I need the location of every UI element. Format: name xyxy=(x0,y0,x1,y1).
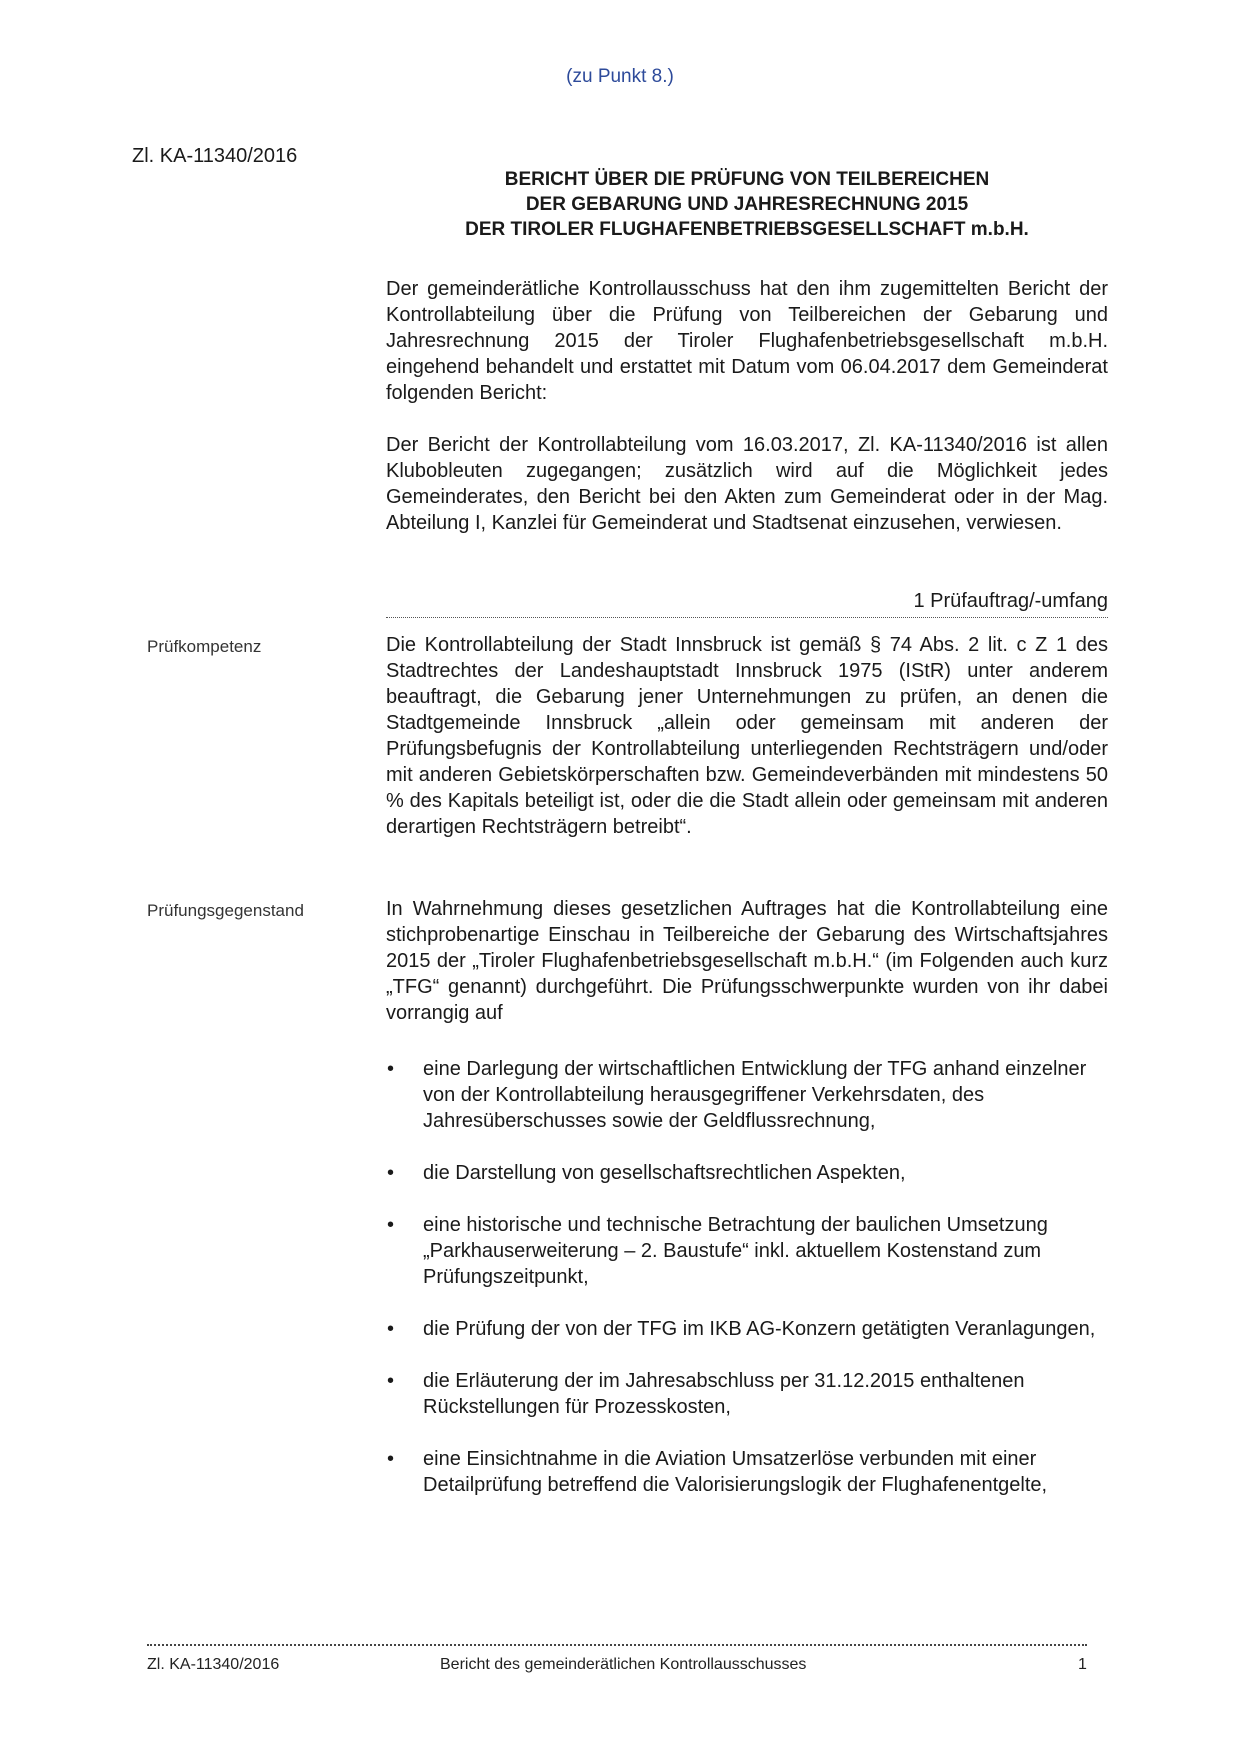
list-item: • eine Einsichtnahme in die Aviation Umsatzerlöse verbunden mit einer Detailprüfung betreffend die Valorisierungslogik der Flughafenentgelte, xyxy=(386,1446,1108,1498)
document-title xyxy=(386,167,1108,242)
intro-paragraph: Der gemeinderätliche Kontrollausschuss hat den ihm zugemittelten Bericht der Kontrollabteilung über die Prüfung von Teilbereichen der Gebarung und Jahresrechnung 2015 der Tiroler Flughafenbetriebsgesellschaft m.b.H. eingehend behandelt und erstattet mit Datum vom 06.04.2017 dem Gemeinderat folgenden Bericht: xyxy=(386,278,1108,404)
subject-paragraph: In Wahrnehmung dieses gesetzlichen Auftrages hat die Kontrollabteilung eine stichprobenartige Einschau in Teilbereiche der Gebarung des Wirtschaftsjahres 2015 der „Tiroler Flughafenbetriebsgesellschaft m.b.H.“ (im Folgenden auch kurz „TFG“ genannt) durchgeführt. Die Prüfungsschwerpunkte wurden von ihr dabei vorrangig auf xyxy=(386,898,1108,1024)
distribution-paragraph: Der Bericht der Kontrollabteilung vom 16.03.2017, Zl. KA-11340/2016 ist allen Klubobleuten zugegangen; zusätzlich wird auf die Möglichkeit jedes Gemeinderates, den Bericht bei den Akten zum Gemeinderat oder in der Mag. Abteilung I, Kanzlei für Gemeinderat und Stadtsenat einzusehen, verwiesen. xyxy=(386,434,1108,534)
section-divider xyxy=(386,617,1108,618)
list-item: • eine Darlegung der wirtschaftlichen Entwicklung der TFG anhand einzelner von der Kontrollabteilung herausgegriffener Verkehrsdaten, des Jahresüberschusses sowie der Geldflussrechnung, xyxy=(386,1056,1108,1134)
footer-reference: Zl. KA-11340/2016 xyxy=(147,1656,280,1673)
focus-list xyxy=(386,1056,1108,1524)
list-item: • die Prüfung der von der TFG im IKB AG-Konzern getätigten Veranlagungen, xyxy=(386,1316,1108,1342)
sidenote-competence: Prüfkompetenz xyxy=(147,637,262,656)
title-line-1: BERICHT ÜBER DIE PRÜFUNG VON TEILBEREICHEN xyxy=(504,169,990,190)
list-item: • die Erläuterung der im Jahresabschluss per 31.12.2015 enthaltenen Rückstellungen für Prozesskosten, xyxy=(386,1368,1108,1420)
list-item: • eine historische und technische Betrachtung der baulichen Umsetzung „Parkhauserweiterung – 2. Baustufe“ inkl. aktuellem Kostenstand zum Prüfungszeitpunkt, xyxy=(386,1212,1108,1290)
reference-number: Zl. KA-11340/2016 xyxy=(132,145,298,167)
footer-title: Bericht des gemeinderätlichen Kontrollausschusses xyxy=(440,1656,807,1673)
title-line-3: DER TIROLER FLUGHAFENBETRIEBSGESELLSCHAFT m.b.H. xyxy=(465,219,1029,240)
top-note: (zu Punkt 8.) xyxy=(566,66,674,87)
sidenote-subject: Prüfungsgegenstand xyxy=(147,901,304,920)
competence-paragraph: Die Kontrollabteilung der Stadt Innsbruck ist gemäß § 74 Abs. 2 lit. c Z 1 des Stadtrechtes der Landeshauptstadt Innsbruck 1975 (IStR) unter anderem beauftragt, die Gebarung jener Unternehmungen zu prüfen, an denen die Stadtgemeinde Innsbruck „allein oder gemeinsam mit anderen der Prüfungsbefugnis der Kontrollabteilung unterliegenden Rechtsträgern und/oder mit anderen Gebietskörperschaften bzw. Gemeindeverbänden mit mindestens 50 % des Kapitals beteiligt ist, oder die die Stadt allein oder gemeinsam mit anderen derartigen Rechtsträgern betreibt“. xyxy=(386,634,1108,838)
page-number: 1 xyxy=(1078,1656,1087,1673)
section-heading: 1 Prüfauftrag/-umfang xyxy=(913,590,1108,612)
list-item: • die Darstellung von gesellschaftsrechtlichen Aspekten, xyxy=(386,1160,1108,1186)
title-line-2: DER GEBARUNG UND JAHRESRECHNUNG 2015 xyxy=(525,194,969,215)
footer-divider xyxy=(147,1644,1087,1646)
